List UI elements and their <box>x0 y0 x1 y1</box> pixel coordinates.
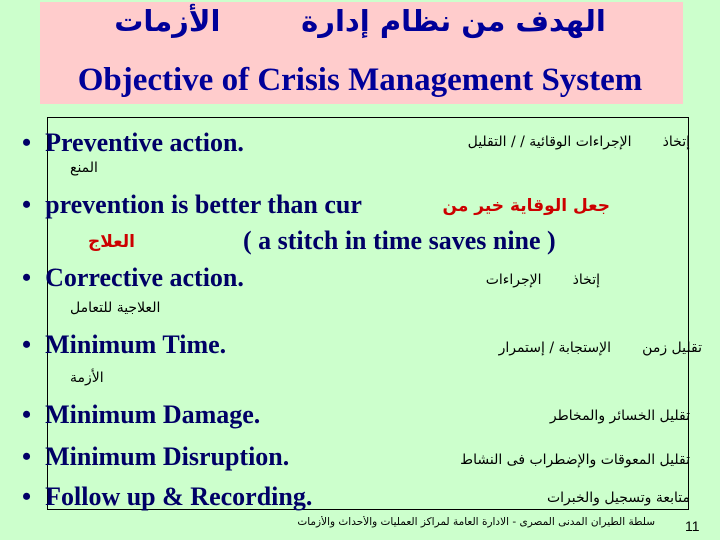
proverb-text: ( a stitch in time saves nine ) <box>243 226 556 255</box>
item-text: Follow up & Recording. <box>45 482 313 511</box>
footer-text: سلطة الطيران المدنى المصرى - الادارة العامة لمراكز العمليات والأحداث والأزمات <box>297 516 655 528</box>
bullet-icon: • <box>22 330 32 359</box>
arabic-line: العلاجية للتعامل <box>70 300 161 316</box>
arabic-line: تقليل المعوقات والإضطراب فى النشاط <box>460 452 690 468</box>
bullet-item-minimum-disruption <box>22 442 289 472</box>
page-number: 11 <box>685 518 700 534</box>
bullet-icon: • <box>22 190 32 219</box>
item-text: Minimum Time. <box>45 330 227 359</box>
english-title: Objective of Crisis Management System <box>77 62 643 98</box>
bullet-icon: • <box>22 482 32 511</box>
item-text: Minimum Damage. <box>45 400 261 429</box>
bullet-icon: • <box>22 128 32 157</box>
bullet-item-corrective <box>22 263 244 293</box>
arabic-line: إتخاذ الإجراءات الوقائية / / التقليل <box>467 134 690 150</box>
bullet-item-preventive <box>22 128 244 158</box>
bullet-item-minimum-time <box>22 330 226 360</box>
item-text: Corrective action. <box>45 263 244 292</box>
bullet-item-prevention <box>22 190 362 220</box>
item-text: prevention is better than cur <box>45 190 362 219</box>
item-text: Minimum Disruption. <box>45 442 290 471</box>
bullet-item-minimum-damage <box>22 400 260 430</box>
bullet-item-follow-up <box>22 482 312 512</box>
arabic-line: المنع <box>70 160 98 176</box>
item-text: Preventive action. <box>45 128 244 157</box>
bullet-icon: • <box>22 442 32 471</box>
bullet-icon: • <box>22 400 32 429</box>
arabic-title: الهدف من نظام إدارة الأزمات <box>114 4 606 38</box>
arabic-line: متابعة وتسجيل والخبرات <box>546 490 690 506</box>
arabic-line: إتخاذ الإجراءات <box>485 272 600 288</box>
arabic-line: الأزمة <box>70 370 104 386</box>
arabic-line: تقليل زمن الإستجابة / إستمرار <box>498 340 702 356</box>
arabic-highlight: جعل الوقاية خير من <box>442 196 610 216</box>
arabic-line: تقليل الخسائر والمخاطر <box>549 408 690 424</box>
arabic-highlight: العلاج <box>88 232 135 252</box>
bullet-icon: • <box>22 263 32 292</box>
